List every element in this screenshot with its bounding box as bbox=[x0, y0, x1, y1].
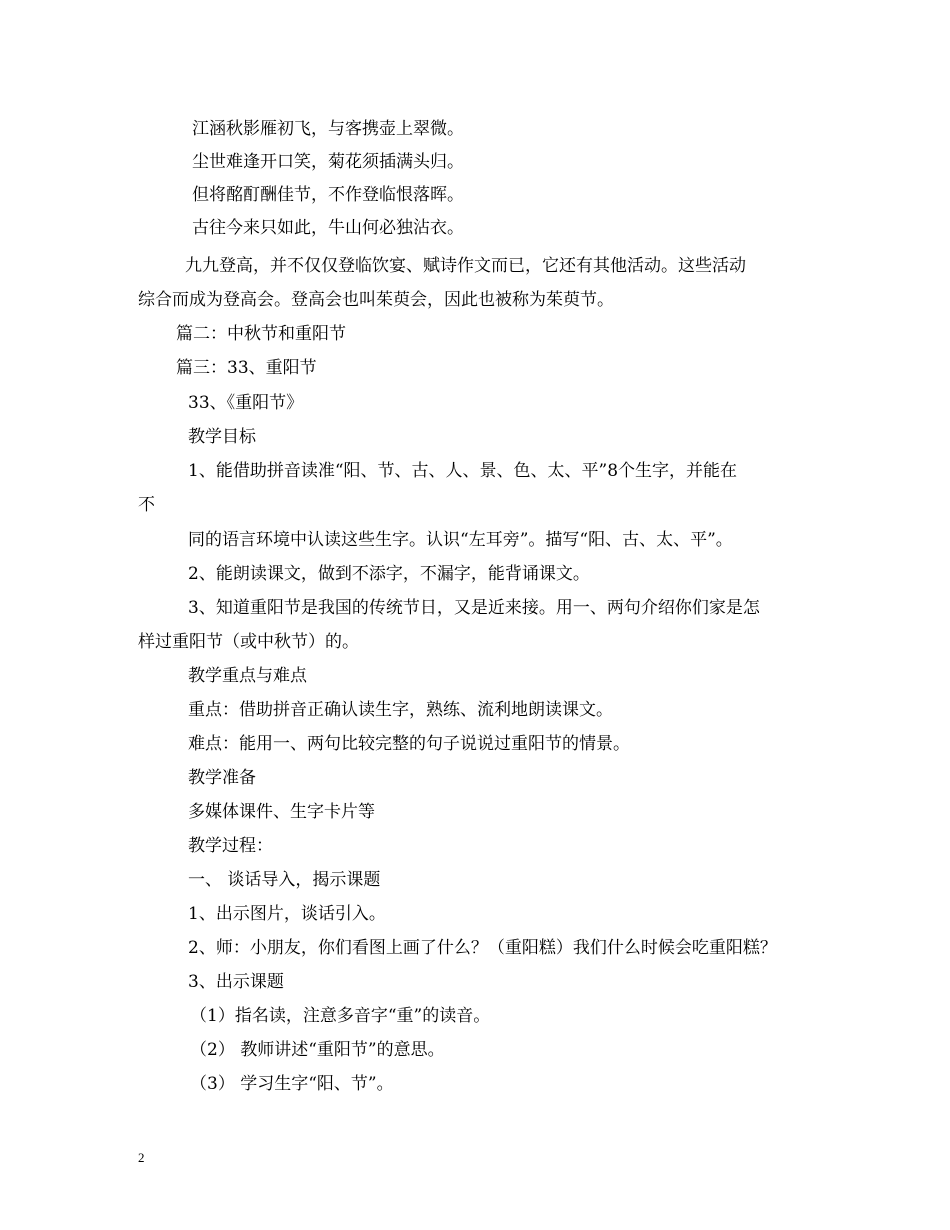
preparation-heading: 教学准备 bbox=[188, 768, 256, 788]
chapter-3-heading: 篇三：33、重阳节 bbox=[176, 358, 317, 378]
sub-item-2: （2） 教师讲述“重阳节”的意思。 bbox=[190, 1040, 445, 1060]
step-1-item-3: 3、出示课题 bbox=[188, 972, 284, 992]
goal-1-line-2: 不 bbox=[138, 495, 155, 515]
goal-3-line-2: 样过重阳节（或中秋节）的。 bbox=[138, 632, 359, 652]
chapter-2-heading: 篇二：中秋节和重阳节 bbox=[176, 324, 346, 344]
goal-2: 2、能朗读课文，做到不添字，不漏字，能背诵课文。 bbox=[188, 564, 590, 584]
difficult-point: 难点：能用一、两句比较完整的句子说说过重阳节的情景。 bbox=[188, 734, 630, 754]
paragraph-dengao-line-2: 综合而成为登高会。登高会也叫茱萸会，因此也被称为茱萸节。 bbox=[138, 290, 614, 310]
poem-line-1: 江涵秋影雁初飞，与客携壶上翠微。 bbox=[192, 119, 464, 139]
key-point: 重点：借助拼音正确认读生字，熟练、流利地朗读课文。 bbox=[188, 700, 613, 720]
preparation-items: 多媒体课件、生字卡片等 bbox=[188, 802, 375, 822]
key-points-heading: 教学重点与难点 bbox=[188, 666, 307, 686]
poem-line-4: 古往今来只如此，牛山何必独沾衣。 bbox=[192, 218, 464, 238]
sub-item-3: （3） 学习生字“阳、节”。 bbox=[190, 1074, 394, 1094]
lesson-title: 33、《重阳节》 bbox=[188, 393, 304, 413]
goals-heading: 教学目标 bbox=[188, 427, 256, 447]
poem-line-2: 尘世难逢开口笑，菊花须插满头归。 bbox=[192, 152, 464, 172]
goal-3-line-1: 3、知道重阳节是我国的传统节日，又是近来接。用一、两句介绍你们家是怎 bbox=[188, 598, 760, 618]
goal-1-line-3: 同的语言环境中认读这些生字。认识“左耳旁”。描写“阳、古、太、平”。 bbox=[188, 530, 733, 550]
page-number: 2 bbox=[138, 1150, 145, 1165]
step-1-title: 一、 谈话导入，揭示课题 bbox=[188, 870, 381, 890]
paragraph-dengao-line-1: 九九登高，并不仅仅登临饮宴、赋诗作文而已，它还有其他活动。这些活动 bbox=[185, 256, 746, 276]
poem-line-3: 但将酩酊酬佳节，不作登临恨落晖。 bbox=[192, 185, 464, 205]
step-1-item-1: 1、出示图片，谈话引入。 bbox=[188, 904, 386, 924]
goal-1-line-1: 1、能借助拼音读准“阳、节、古、人、景、色、太、平”8个生字，并能在 bbox=[188, 461, 738, 481]
sub-item-1: （1）指名读，注意多音字“重”的读音。 bbox=[190, 1006, 491, 1026]
step-1-item-2: 2、师：小朋友，你们看图上画了什么？（重阳糕）我们什么时候会吃重阳糕？ bbox=[188, 938, 777, 958]
process-heading: 教学过程： bbox=[188, 836, 273, 856]
